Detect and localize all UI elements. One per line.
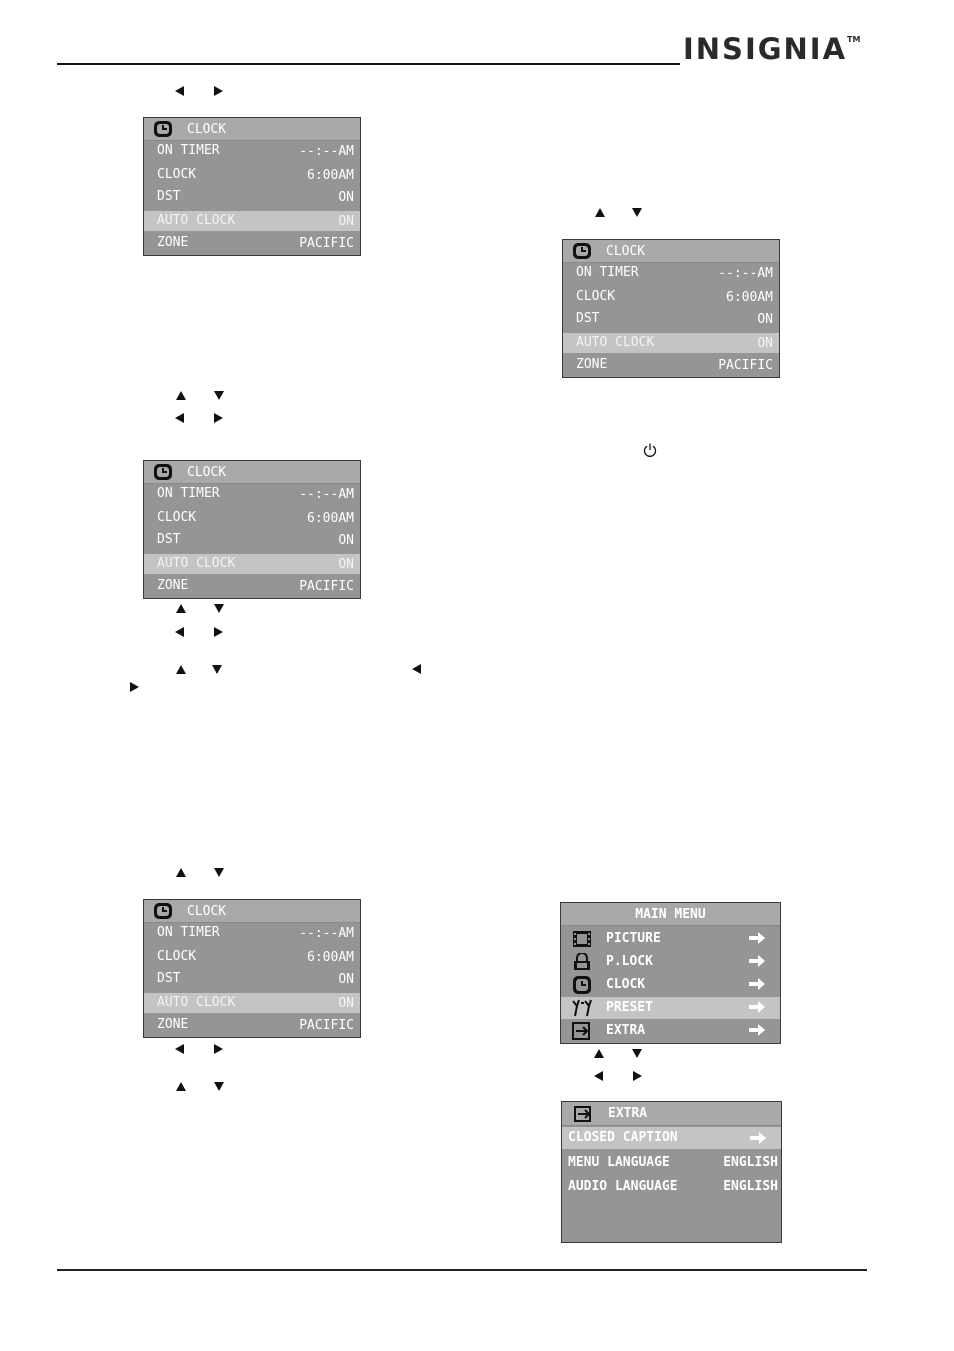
clock-menu-screen bbox=[143, 117, 361, 256]
menu-item-value: ON bbox=[757, 336, 773, 351]
down-arrow-icon bbox=[632, 208, 642, 217]
menu-title: CLOCK bbox=[187, 465, 227, 480]
menu-item-value: --:--AM bbox=[299, 487, 354, 502]
down-arrow-icon bbox=[214, 868, 224, 877]
menu-title: CLOCK bbox=[187, 904, 227, 919]
down-arrow-icon bbox=[632, 1049, 642, 1058]
right-arrow-icon bbox=[633, 1071, 642, 1081]
menu-item-auto-clock[interactable] bbox=[144, 211, 360, 231]
menu-item-on-timer[interactable] bbox=[144, 141, 360, 161]
menu-item-picture[interactable] bbox=[561, 928, 780, 950]
menu-item-preset[interactable] bbox=[561, 997, 780, 1019]
left-arrow-icon bbox=[175, 627, 184, 637]
extra-menu-screen bbox=[561, 1101, 782, 1243]
menu-item-value: ON bbox=[338, 557, 354, 572]
menu-item-clock[interactable] bbox=[144, 165, 360, 185]
up-arrow-icon bbox=[176, 391, 186, 400]
menu-item-extra[interactable] bbox=[561, 1020, 780, 1042]
menu-item-clock[interactable] bbox=[563, 287, 779, 307]
up-arrow-icon bbox=[176, 1082, 186, 1091]
menu-header bbox=[144, 900, 360, 923]
menu-item-value: ON bbox=[338, 533, 354, 548]
menu-header bbox=[562, 1102, 781, 1126]
right-arrow-icon bbox=[748, 1001, 766, 1013]
menu-item-label: AUTO CLOCK bbox=[576, 335, 655, 350]
main-menu-screen bbox=[560, 902, 781, 1044]
menu-item-label: AUDIO LANGUAGE bbox=[568, 1179, 678, 1194]
menu-item-on-timer[interactable] bbox=[563, 263, 779, 283]
right-arrow-icon bbox=[130, 682, 139, 692]
right-arrow-icon bbox=[748, 955, 766, 967]
power-icon bbox=[642, 442, 658, 458]
down-arrow-icon bbox=[214, 1082, 224, 1091]
down-arrow-icon bbox=[212, 665, 222, 674]
menu-item-dst[interactable] bbox=[144, 187, 360, 207]
menu-item-value: PACIFIC bbox=[718, 358, 773, 373]
menu-item-value: ENGLISH bbox=[723, 1179, 778, 1194]
menu-item-label: MENU LANGUAGE bbox=[568, 1155, 670, 1170]
up-arrow-icon bbox=[594, 1049, 604, 1058]
clock-icon bbox=[154, 121, 172, 137]
menu-item-dst[interactable] bbox=[563, 309, 779, 329]
menu-item-label: CLOCK bbox=[157, 167, 197, 182]
menu-item-value: PACIFIC bbox=[299, 1018, 354, 1033]
menu-item-label: P.LOCK bbox=[606, 954, 653, 969]
menu-title: MAIN MENU bbox=[635, 907, 706, 922]
antenna-icon bbox=[571, 999, 593, 1017]
menu-item-value: --:--AM bbox=[718, 266, 773, 281]
right-arrow-icon bbox=[214, 413, 223, 423]
menu-title: CLOCK bbox=[606, 244, 646, 259]
footer-rule bbox=[57, 1269, 867, 1271]
menu-item-value: 6:00AM bbox=[307, 511, 354, 526]
menu-item-auto-clock[interactable] bbox=[144, 993, 360, 1013]
menu-item-label: DST bbox=[157, 971, 181, 986]
up-arrow-icon bbox=[176, 665, 186, 674]
menu-item-label: DST bbox=[157, 189, 181, 204]
clock-menu-screen bbox=[143, 899, 361, 1038]
clock-icon bbox=[573, 243, 591, 259]
clock-icon bbox=[154, 903, 172, 919]
left-arrow-icon bbox=[594, 1071, 603, 1081]
menu-item-clock[interactable] bbox=[144, 508, 360, 528]
menu-item-zone[interactable] bbox=[563, 355, 779, 375]
menu-item-clock[interactable] bbox=[561, 974, 780, 996]
film-icon bbox=[571, 930, 593, 948]
insignia-logo: INSIGNIA™ bbox=[683, 32, 861, 66]
menu-item-value: 6:00AM bbox=[307, 950, 354, 965]
menu-item-label: DST bbox=[157, 532, 181, 547]
menu-item-label: PRESET bbox=[606, 1000, 653, 1015]
menu-item-value: 6:00AM bbox=[726, 290, 773, 305]
menu-header bbox=[561, 903, 780, 926]
menu-item-label: ZONE bbox=[576, 357, 608, 372]
menu-item-label: ZONE bbox=[157, 235, 189, 250]
menu-item-label: PICTURE bbox=[606, 931, 661, 946]
right-arrow-icon bbox=[214, 86, 223, 96]
up-arrow-icon bbox=[176, 604, 186, 613]
menu-item-value: ON bbox=[338, 214, 354, 229]
menu-item-label: ON TIMER bbox=[157, 143, 220, 158]
menu-item-dst[interactable] bbox=[144, 969, 360, 989]
menu-item-label: CLOCK bbox=[576, 289, 616, 304]
extra-icon bbox=[574, 1106, 594, 1122]
menu-item-label: AUTO CLOCK bbox=[157, 995, 236, 1010]
menu-header bbox=[563, 240, 779, 263]
left-arrow-icon bbox=[175, 86, 184, 96]
extra-icon bbox=[571, 1022, 593, 1040]
menu-item-label: ZONE bbox=[157, 578, 189, 593]
header-rule bbox=[57, 63, 680, 65]
menu-title: CLOCK bbox=[187, 122, 227, 137]
menu-item-label: CLOCK bbox=[157, 510, 197, 525]
menu-item-value: ON bbox=[338, 190, 354, 205]
lock-icon bbox=[571, 953, 593, 971]
menu-item-value: PACIFIC bbox=[299, 236, 354, 251]
menu-item-closed-caption[interactable] bbox=[562, 1127, 781, 1149]
right-arrow-icon bbox=[748, 932, 766, 944]
clock-icon bbox=[571, 976, 593, 994]
menu-item-label: EXTRA bbox=[606, 1023, 646, 1038]
menu-item-label: ZONE bbox=[157, 1017, 189, 1032]
left-arrow-icon bbox=[175, 1044, 184, 1054]
menu-item-on-timer[interactable] bbox=[144, 923, 360, 943]
menu-item-value: ON bbox=[338, 972, 354, 987]
menu-item-plock[interactable] bbox=[561, 951, 780, 973]
clock-icon bbox=[154, 464, 172, 480]
menu-item-label: AUTO CLOCK bbox=[157, 213, 236, 228]
menu-item-label: DST bbox=[576, 311, 600, 326]
clock-menu-screen bbox=[562, 239, 780, 378]
down-arrow-icon bbox=[214, 391, 224, 400]
menu-item-menu-language[interactable] bbox=[562, 1152, 781, 1174]
right-arrow-icon bbox=[214, 1044, 223, 1054]
right-arrow-icon bbox=[748, 1024, 766, 1036]
menu-item-auto-clock[interactable] bbox=[144, 554, 360, 574]
menu-item-value: ON bbox=[757, 312, 773, 327]
menu-item-value: --:--AM bbox=[299, 144, 354, 159]
menu-item-label: ON TIMER bbox=[157, 486, 220, 501]
clock-menu-screen bbox=[143, 460, 361, 599]
menu-item-label: AUTO CLOCK bbox=[157, 556, 236, 571]
right-arrow-icon bbox=[748, 978, 766, 990]
menu-item-zone[interactable] bbox=[144, 233, 360, 253]
up-arrow-icon bbox=[595, 208, 605, 217]
menu-item-zone[interactable] bbox=[144, 1015, 360, 1035]
right-arrow-icon bbox=[214, 627, 223, 637]
menu-item-value: ON bbox=[338, 996, 354, 1011]
menu-item-audio-language[interactable] bbox=[562, 1176, 781, 1198]
menu-item-auto-clock[interactable] bbox=[563, 333, 779, 353]
menu-item-label: ON TIMER bbox=[576, 265, 639, 280]
menu-header bbox=[144, 118, 360, 141]
menu-item-value: PACIFIC bbox=[299, 579, 354, 594]
down-arrow-icon bbox=[214, 604, 224, 613]
left-arrow-icon bbox=[175, 413, 184, 423]
menu-item-label: CLOSED CAPTION bbox=[568, 1130, 678, 1145]
menu-title: EXTRA bbox=[608, 1106, 648, 1121]
menu-item-value: 6:00AM bbox=[307, 168, 354, 183]
menu-item-zone[interactable] bbox=[144, 576, 360, 596]
left-arrow-icon bbox=[412, 664, 421, 674]
menu-item-dst[interactable] bbox=[144, 530, 360, 550]
menu-item-clock[interactable] bbox=[144, 947, 360, 967]
menu-item-value: ENGLISH bbox=[723, 1155, 778, 1170]
menu-header bbox=[144, 461, 360, 484]
menu-item-on-timer[interactable] bbox=[144, 484, 360, 504]
menu-item-label: CLOCK bbox=[606, 977, 646, 992]
right-arrow-icon bbox=[749, 1132, 767, 1144]
menu-item-label: CLOCK bbox=[157, 949, 197, 964]
menu-item-value: --:--AM bbox=[299, 926, 354, 941]
menu-item-label: ON TIMER bbox=[157, 925, 220, 940]
up-arrow-icon bbox=[176, 868, 186, 877]
